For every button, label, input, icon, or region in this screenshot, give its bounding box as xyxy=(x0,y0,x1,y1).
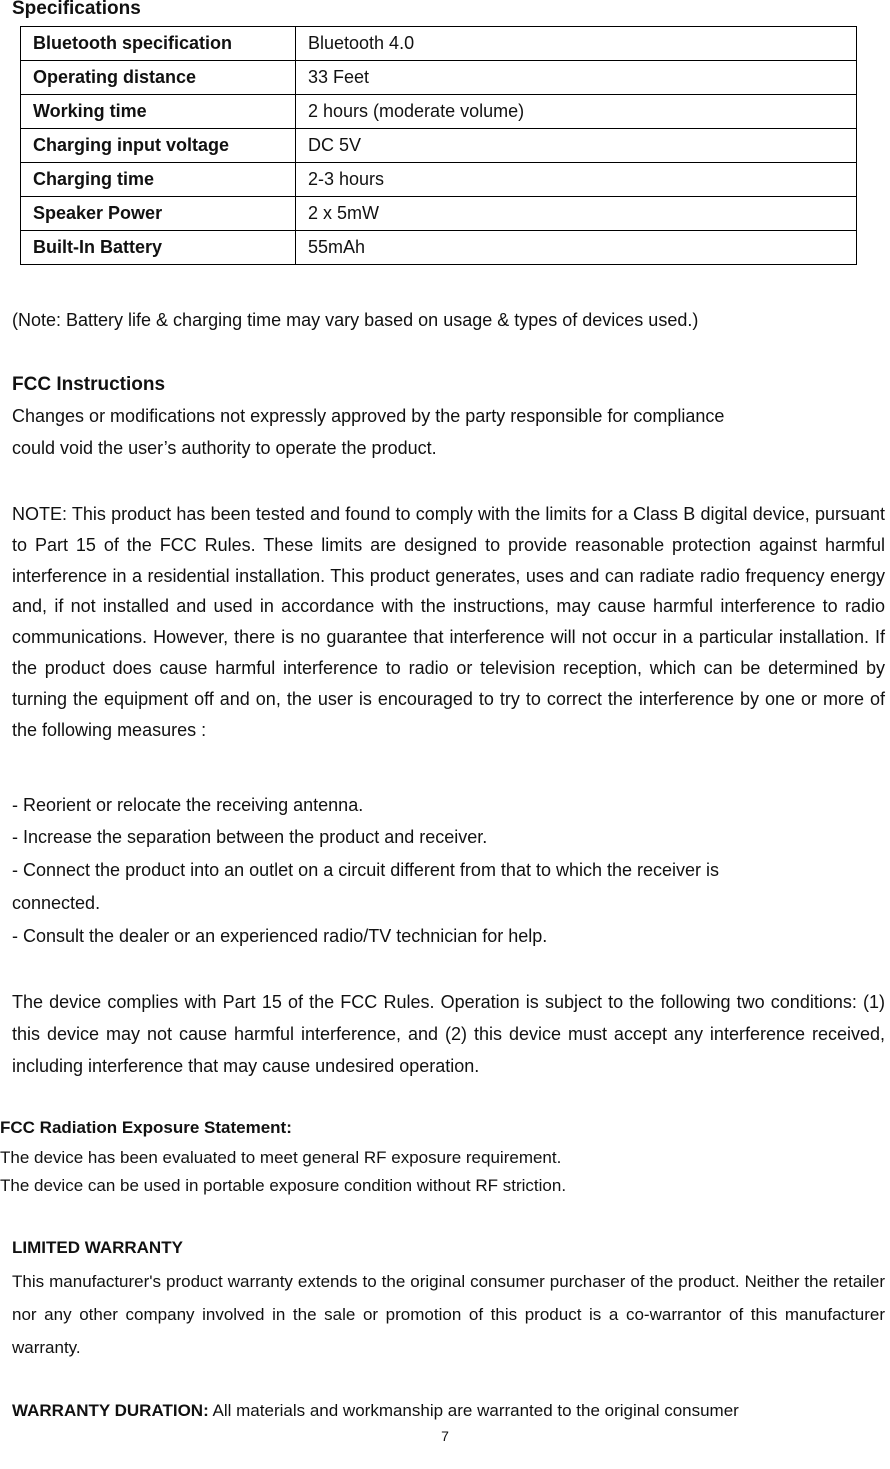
spec-value: 55mAh xyxy=(296,231,857,265)
measure-increase-separation: - Increase the separation between the product and receiver. xyxy=(12,827,488,847)
warranty-duration-label: WARRANTY DURATION: xyxy=(12,1401,209,1420)
fcc-instructions-title: FCC Instructions xyxy=(12,374,166,395)
spec-row xyxy=(21,129,857,163)
measure-consult-dealer: - Consult the dealer or an experienced radio/TV technician for help. xyxy=(12,926,548,946)
spec-row xyxy=(21,197,857,231)
page-number: 7 xyxy=(441,1428,449,1444)
measure-outlet-line1: - Connect the product into an outlet on a circuit different from that to which the receiver is xyxy=(12,860,720,880)
spec-value: 2-3 hours xyxy=(296,163,857,197)
radiation-title: FCC Radiation Exposure Statement: xyxy=(0,1118,292,1137)
battery-note: (Note: Battery life & charging time may vary based on usage & types of devices used.) xyxy=(12,310,699,330)
fcc-changes-line1: Changes or modifications not expressly approved by the party responsible for compliance xyxy=(12,406,725,426)
spec-row xyxy=(21,61,857,95)
spec-row xyxy=(21,163,857,197)
measure-outlet-line2: connected. xyxy=(12,893,101,913)
spec-value: 2 hours (moderate volume) xyxy=(296,95,857,129)
spec-row xyxy=(21,231,857,265)
specifications-title: Specifications xyxy=(12,0,141,19)
spec-label: Charging time xyxy=(21,163,296,197)
spec-value: 33 Feet xyxy=(296,61,857,95)
part15-paragraph: The device complies with Part 15 of the FCC Rules. Operation is subject to the following two conditions: (1) this device may not cause harmful interference, and (2) this device must accept any interference received, including interference that may cause undesired operation. xyxy=(12,992,885,1076)
fcc-note-paragraph: NOTE: This product has been tested and found to comply with the limits for a Class B digital device, pursuant to Part 15 of the FCC Rules. These limits are designed to provide reasonable protection against harmful interference in a residential installation. This product generates, uses and can radiate radio frequency energy and, if not installed and used in accordance with the instructions, may cause harmful interference to radio communications. However, there is no guarantee that interference will not occur in a particular installation. If the product does cause harmful interference to radio or television reception, which can be determined by turning the equipment off and on, the user is encouraged to try to correct the interference by one or more of the following measures : xyxy=(12,504,885,740)
radiation-line1: The device has been evaluated to meet general RF exposure requirement. xyxy=(0,1148,562,1167)
warranty-paragraph: This manufacturer's product warranty extends to the original consumer purchaser of the product. Neither the retailer nor any other company involved in the sale or promotion of this product is a co-warrantor of this manufacturer warranty. xyxy=(12,1272,885,1357)
spec-value: DC 5V xyxy=(296,129,857,163)
warranty-duration xyxy=(12,1396,739,1425)
spec-value: 2 x 5mW xyxy=(296,197,857,231)
fcc-changes-line2: could void the user’s authority to operate the product. xyxy=(12,438,437,458)
measure-reorient: - Reorient or relocate the receiving antenna. xyxy=(12,795,364,815)
specifications-table xyxy=(20,26,857,265)
warranty-duration-text: All materials and workmanship are warranted to the original consumer xyxy=(208,1401,739,1420)
spec-row xyxy=(21,27,857,61)
spec-value: Bluetooth 4.0 xyxy=(296,27,857,61)
spec-label: Charging input voltage xyxy=(21,129,296,163)
limited-warranty-title: LIMITED WARRANTY xyxy=(12,1238,183,1257)
spec-row xyxy=(21,95,857,129)
spec-label: Built-In Battery xyxy=(21,231,296,265)
spec-label: Speaker Power xyxy=(21,197,296,231)
spec-label: Operating distance xyxy=(21,61,296,95)
radiation-line2: The device can be used in portable exposure condition without RF striction. xyxy=(0,1176,567,1195)
spec-label: Bluetooth specification xyxy=(21,27,296,61)
spec-label: Working time xyxy=(21,95,296,129)
